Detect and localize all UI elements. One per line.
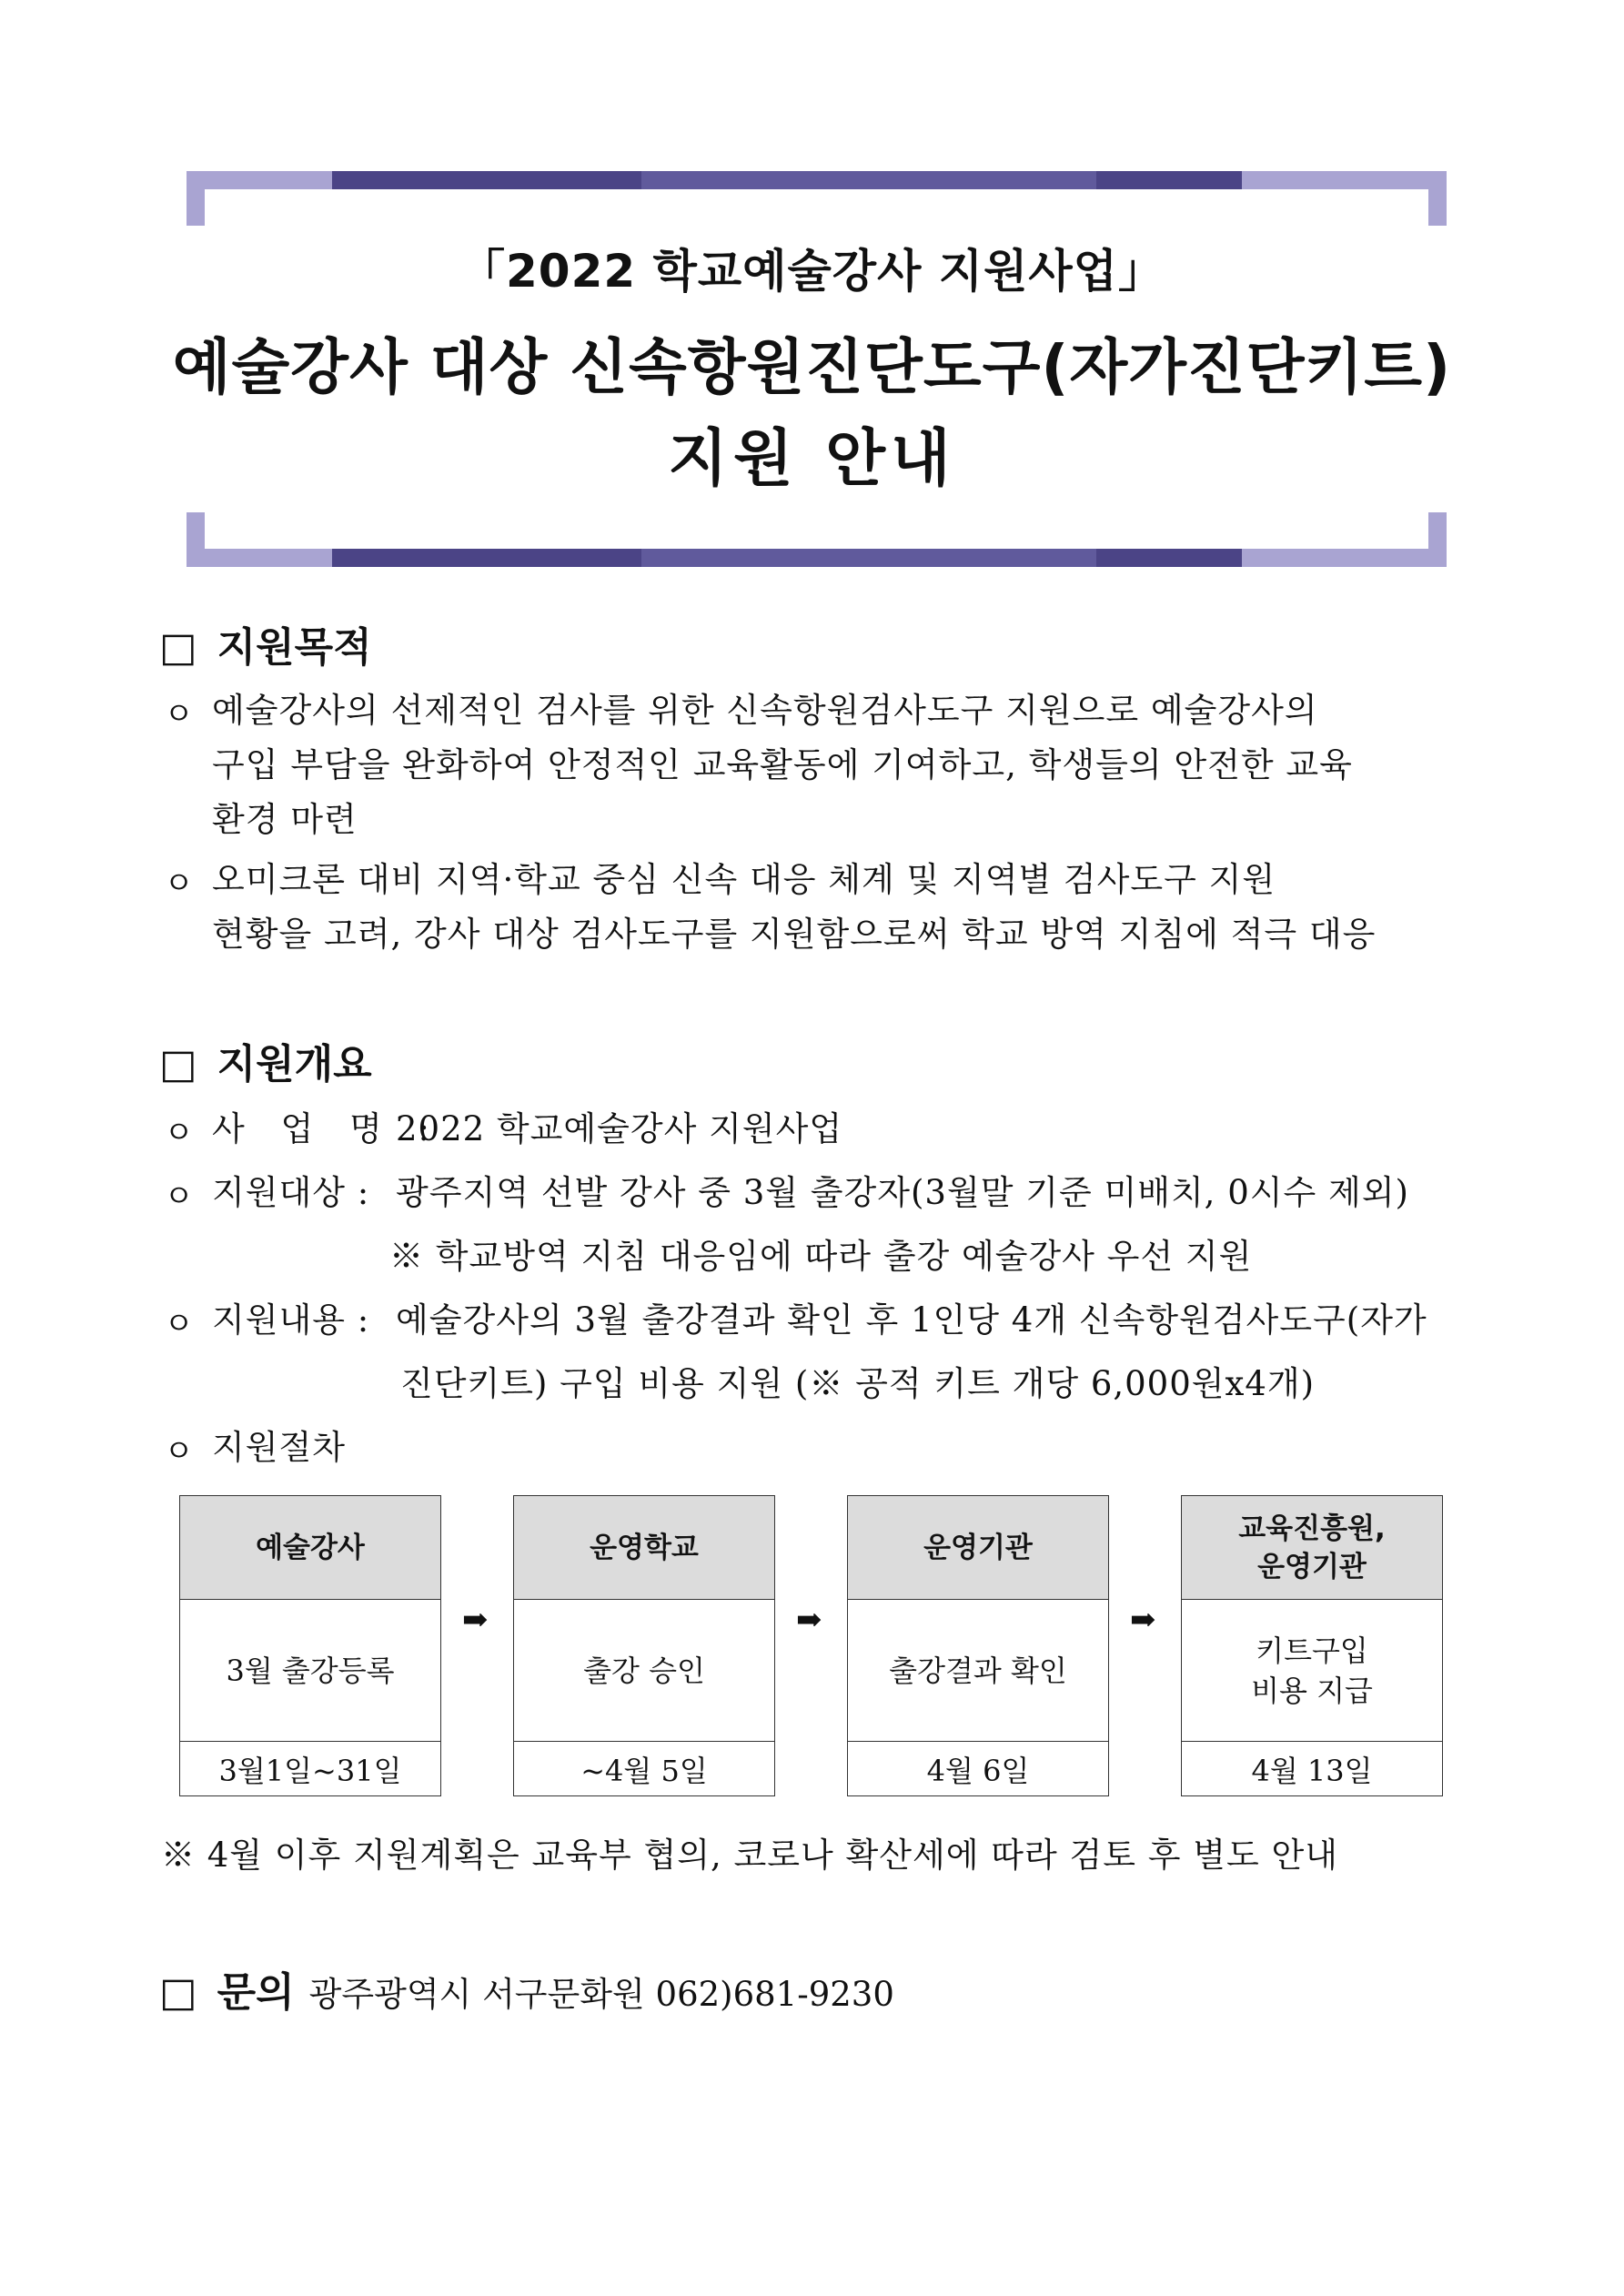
overview-label-name: 사 업 명 : [212, 1109, 442, 1148]
title-frame-bottom [187, 549, 1447, 567]
flow-step-date: 4월 13일 [1251, 1754, 1373, 1788]
checkbox-square-icon: □ [159, 1041, 197, 1087]
overview-label-target: 지원대상 : [212, 1173, 370, 1212]
checkbox-square-icon: □ [159, 1969, 197, 2016]
bullet: ㅇ [164, 865, 194, 902]
checkbox-square-icon: □ [159, 624, 197, 671]
flow-step-actor: 운영기관 [848, 1496, 1108, 1600]
purpose-line-3: 환경 마련 [212, 800, 358, 839]
section-overview-heading: □ 지원개요 [159, 1041, 372, 1087]
bullet: ㅇ [164, 1178, 194, 1215]
document-title: 예술강사 대상 신속항원진단도구(자가진단키트) [172, 332, 1452, 402]
document-title-line2: 지원 안내 [668, 423, 956, 495]
bullet: ㅇ [164, 1115, 194, 1151]
bullet: ㅇ [164, 696, 194, 733]
flow-step-artist [179, 1495, 441, 1796]
flow-step-actor: 예술강사 [180, 1496, 440, 1600]
overview-value-name: 2022 학교예술강사 지원사업 [396, 1109, 843, 1148]
flow-step-task: 3월 출강등록 [180, 1600, 440, 1742]
overview-note: ※ 4월 이후 지원계획은 교육부 협의, 코로나 확산세에 따라 검토 후 별도 안내 [161, 1836, 1338, 1875]
arrow-right-icon: ➡ [796, 1602, 822, 1638]
arrow-right-icon: ➡ [462, 1602, 489, 1638]
overview-label-procedure: 지원절차 [212, 1428, 346, 1467]
bullet: ㅇ [164, 1433, 194, 1470]
flow-step-promotion-agency [1181, 1495, 1443, 1796]
section-purpose-heading: □ 지원목적 [159, 624, 372, 671]
title-frame-top [187, 171, 1447, 189]
frame-tick-top-right [1428, 189, 1447, 226]
flow-step-task: 키트구입 비용 지급 [1182, 1600, 1442, 1742]
section-contact-heading: □ 문의 광주광역시 서구문화원 062)681-9230 [159, 1969, 894, 2016]
frame-tick-bottom-left [187, 512, 205, 549]
purpose-line-5: 현황을 고려, 강사 대상 검사도구를 지원함으로써 학교 방역 지침에 적극 대응 [212, 915, 1377, 954]
purpose-line-2: 구입 부담을 완화하여 안정적인 교육활동에 기여하고, 학생들의 안전한 교육 [212, 745, 1353, 784]
bullet: ㅇ [164, 1306, 194, 1342]
purpose-line-4: 오미크론 대비 지역·학교 중심 신속 대응 체계 및 지역별 검사도구 지원 [212, 860, 1276, 899]
subtitle-program: 「2022 학교예술강사 지원사업」 [459, 245, 1165, 298]
purpose-line-1: 예술강사의 선제적인 검사를 위한 신속항원검사도구 지원으로 예술강사의 [212, 691, 1318, 730]
flow-step-date: 4월 6일 [926, 1754, 1030, 1788]
frame-tick-top-left [187, 189, 205, 226]
flow-step-date: 3월1일~31일 [218, 1754, 402, 1788]
frame-tick-bottom-right [1428, 512, 1447, 549]
flow-step-school [513, 1495, 775, 1796]
overview-value-content-cont: 진단키트) 구입 비용 지원 (※ 공적 키트 개당 6,000원x4개) [400, 1364, 1316, 1403]
overview-target-note: ※ 학교방역 지침 대응임에 따라 출강 예술강사 우선 지원 [389, 1237, 1253, 1276]
flow-step-actor: 운영학교 [514, 1496, 774, 1600]
overview-value-target: 광주지역 선발 강사 중 3월 출강자(3월말 기준 미배치, 0시수 제외) [396, 1173, 1409, 1212]
overview-value-content: 예술강사의 3월 출강결과 확인 후 1인당 4개 신속항원검사도구(자가 [396, 1300, 1427, 1340]
flow-step-task: 출강결과 확인 [848, 1600, 1108, 1742]
flow-step-date: ~4월 5일 [580, 1754, 708, 1788]
flow-step-institution [847, 1495, 1109, 1796]
flow-step-actor: 교육진흥원, 운영기관 [1182, 1496, 1442, 1600]
arrow-right-icon: ➡ [1130, 1602, 1156, 1638]
overview-label-content: 지원내용 : [212, 1300, 370, 1340]
flow-step-task: 출강 승인 [514, 1600, 774, 1742]
contact-info: 광주광역시 서구문화원 062)681-9230 [308, 1975, 894, 2014]
